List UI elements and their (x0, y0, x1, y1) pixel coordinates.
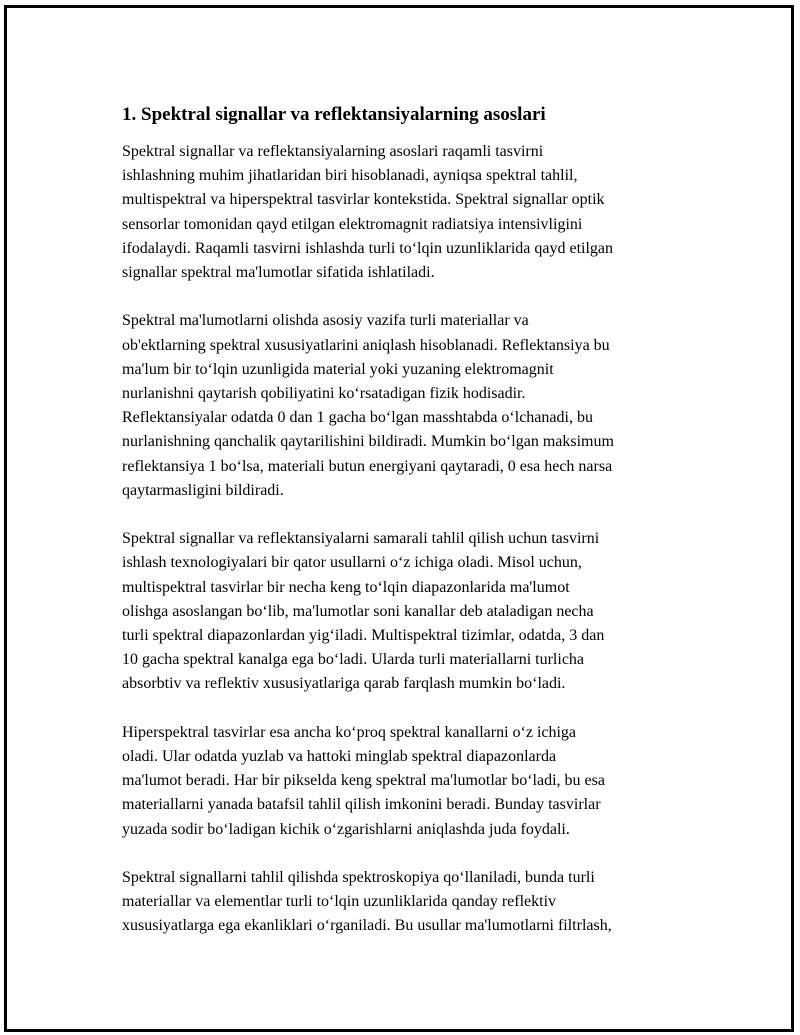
text-line: Reflektansiyalar odatda 0 dan 1 gacha boʻlgan masshtabda oʻlchanadi, bu (122, 409, 593, 427)
text-line: Spektral signallar va reflektansiyalarning asoslari raqamli tasvirni (122, 143, 544, 160)
text-line: ob'ektlarning spektral xususiyatlarini aniqlash hisoblanadi. Reflektansiya bu (122, 336, 610, 354)
text-line: yuzada sodir boʻladigan kichik oʻzgarishlarni aniqlashda juda foydali. (122, 820, 570, 838)
text-line: multispektral va hiperspektral tasvirlar kontekstida. Spektral signallar optik (122, 191, 605, 209)
text-line: Hiperspektral tasvirlar esa ancha koʻproq spektral kanallarni oʻz ichiga (122, 723, 577, 741)
text-line: signallar spektral ma'lumotlar sifatida ishlatiladi. (122, 264, 435, 282)
text-line: nurlanishni qaytarish qobiliyatini koʻrsatadigan fizik hodisadir. (122, 385, 526, 403)
document-body (122, 102, 702, 963)
text-line: ma'lumot beradi. Har bir pikselda keng spektral ma'lumotlar boʻladi, bu esa (122, 772, 605, 790)
text-line: qaytarmasligini bildiradi. (122, 481, 284, 499)
text-line: 10 gacha spektral kanalga ega boʻladi. Ularda turli materiallarni turlicha (122, 651, 585, 669)
text-line: olishga asoslangan boʻlib, ma'lumotlar soni kanallar deb ataladigan necha (122, 602, 594, 620)
text-line: sensorlar tomonidan qayd etilgan elektromagnit radiatsiya intensivligini (122, 215, 583, 233)
text-line: Spektral signallar va reflektansiyalarni samarali tahlil qilish uchun tasvirni (122, 530, 600, 548)
text-line: xususiyatlarga ega ekanliklari oʻrganiladi. Bu usullar ma'lumotlarni filtrlash, (122, 917, 612, 935)
section-heading: 1. Spektral signallar va reflektansiyalarning asoslari (122, 104, 546, 125)
text-line: reflektansiya 1 boʻlsa, materiali butun energiyani qaytaradi, 0 esa hech narsa (122, 457, 613, 475)
text-line: ma'lum bir toʻlqin uzunligida material yoki yuzaning elektromagnit (122, 360, 554, 378)
text-line: ishlashning muhim jihatlaridan biri hisoblanadi, ayniqsa spektral tahlil, (122, 167, 578, 185)
text-line: materiallarni yanada batafsil tahlil qilish imkonini beradi. Bunday tasvirlar (122, 796, 601, 814)
text-line: oladi. Ular odatda yuzlab va hattoki minglab spektral diapazonlarda (122, 748, 557, 766)
text-line: turli spektral diapazonlardan yigʻiladi. Multispektral tizimlar, odatda, 3 dan (122, 627, 605, 645)
page-frame (4, 5, 794, 1032)
paragraph-2 (122, 309, 702, 503)
text-line: absorbtiv va reflektiv xususiyatlariga qarab farqlash mumkin boʻladi. (122, 675, 566, 693)
paragraph-4 (122, 721, 702, 842)
text-line: nurlanishning qanchalik qaytarilishini bildiradi. Mumkin boʻlgan maksimum (122, 433, 614, 451)
paragraph-3 (122, 527, 702, 696)
text-line: Spektral signallarni tahlil qilishda spektroskopiya qoʻllaniladi, bunda turli (122, 869, 595, 887)
text-line: ishlash texnologiyalari bir qator usullarni oʻz ichiga oladi. Misol uchun, (122, 554, 582, 572)
text-line: multispektral tasvirlar bir necha keng toʻlqin diapazonlarida ma'lumot (122, 578, 570, 596)
text-line: Spektral ma'lumotlarni olishda asosiy vazifa turli materiallar va (122, 312, 529, 330)
paragraph-1 (122, 140, 702, 285)
paragraph-5 (122, 866, 702, 939)
text-line: materiallar va elementlar turli toʻlqin uzunliklarida qanday reflektiv (122, 893, 557, 911)
text-line: ifodalaydi. Raqamli tasvirni ishlashda turli toʻlqin uzunliklarida qayd etilgan (122, 239, 613, 257)
